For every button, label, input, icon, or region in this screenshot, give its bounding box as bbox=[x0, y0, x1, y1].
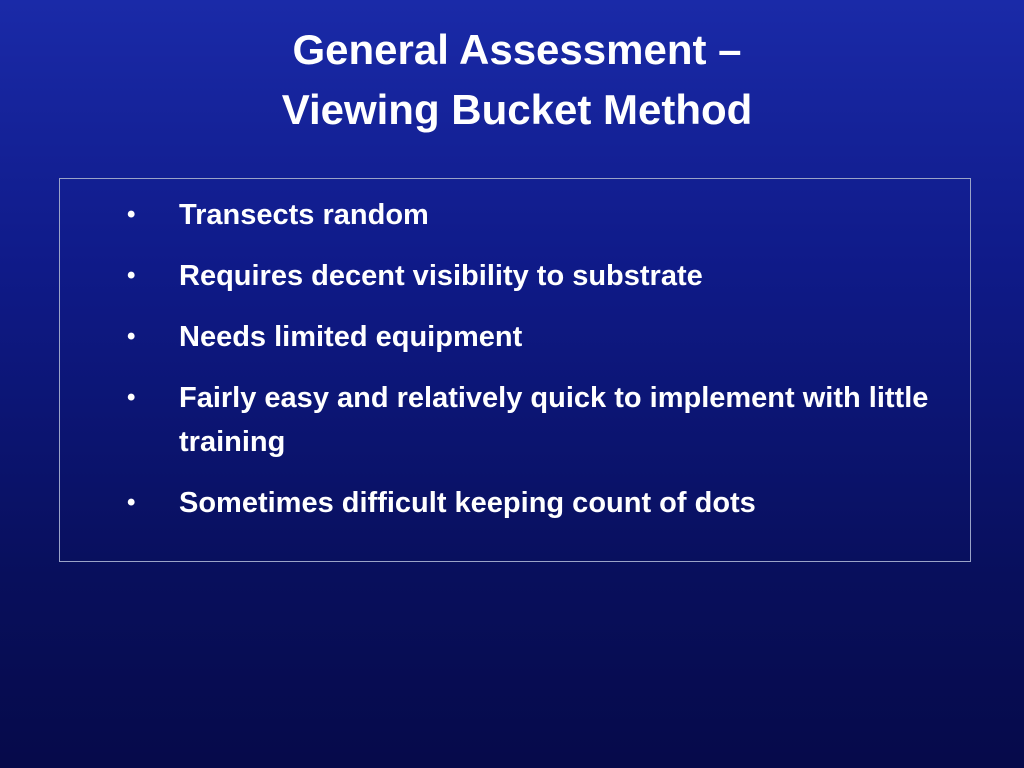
bullet-item bbox=[60, 315, 970, 359]
bullet-list bbox=[60, 193, 970, 542]
bullet-text: Transects random bbox=[179, 199, 429, 231]
bullet-item bbox=[60, 376, 970, 464]
bullet-dot-icon: • bbox=[127, 262, 136, 289]
content-box bbox=[59, 178, 971, 562]
bullet-text: Sometimes difficult keeping count of dots bbox=[179, 487, 756, 519]
bullet-dot-icon: • bbox=[127, 489, 136, 516]
slide-title-line-2: Viewing Bucket Method bbox=[281, 86, 753, 133]
bullet-item bbox=[60, 193, 970, 237]
bullet-dot-icon: • bbox=[127, 201, 136, 228]
bullet-item bbox=[60, 481, 970, 525]
bullet-item bbox=[60, 254, 970, 298]
bullet-text: Needs limited equipment bbox=[179, 321, 523, 353]
slide-title-line-1: General Assessment – bbox=[292, 26, 742, 73]
slide-title bbox=[0, 20, 1024, 140]
bullet-text: Fairly easy and relatively quick to implement with little training bbox=[179, 382, 929, 458]
bullet-text: Requires decent visibility to substrate bbox=[179, 260, 703, 292]
bullet-dot-icon: • bbox=[127, 384, 136, 411]
bullet-dot-icon: • bbox=[127, 323, 136, 350]
